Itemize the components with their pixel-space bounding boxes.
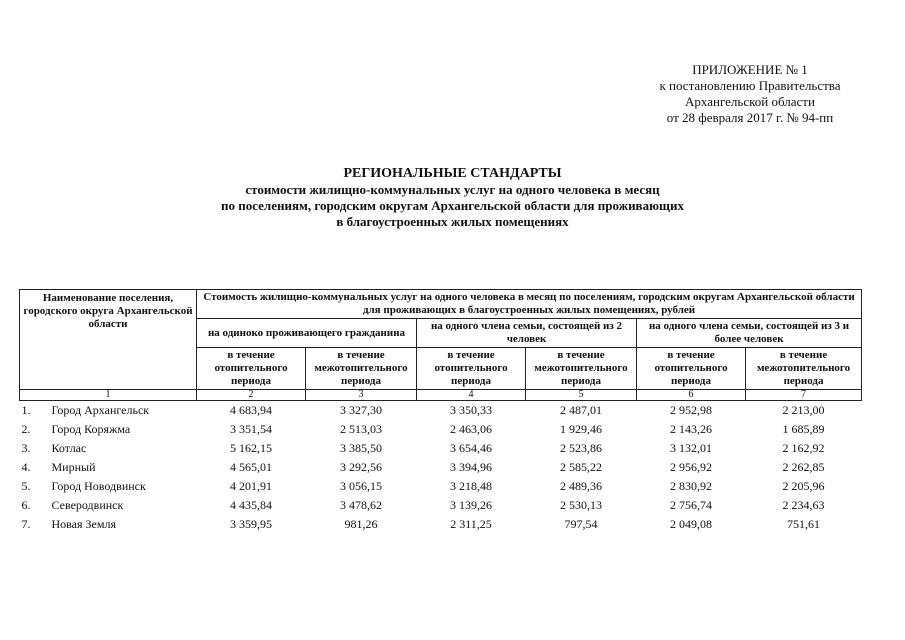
cost-value: 751,61	[787, 517, 821, 531]
cost-value: 3 132,01	[670, 441, 713, 455]
document-title	[0, 166, 905, 230]
header-cost: Стоимость жилищно-коммунальных услуг на одного человека в месяц по поселениям, городским округам Архангельской области для проживающих в благоустроенных жилых помещениях, рублей	[197, 290, 862, 319]
settlement-name: Город Новодвинск	[51, 479, 146, 493]
cost-value: 2 489,36	[560, 479, 603, 493]
cost-value: 3 478,62	[340, 498, 383, 512]
standards-table	[19, 289, 862, 534]
cost-value: 1 685,89	[782, 422, 825, 436]
cost-value: 797,54	[564, 517, 598, 531]
settlement-name: Город Коряжма	[51, 422, 131, 436]
cost-value: 3 394,96	[450, 460, 493, 474]
cost-value: 2 956,92	[670, 460, 713, 474]
cost-value: 2 049,08	[670, 517, 713, 531]
cost-value: 2 585,22	[560, 460, 603, 474]
subheader-non-heating: в течение межотопительного периода	[746, 348, 862, 390]
settlement-name: Новая Земля	[51, 517, 116, 531]
subheader-non-heating: в течение межотопительного периода	[306, 348, 417, 390]
column-number: 1	[20, 390, 197, 401]
cost-value: 3 351,54	[230, 422, 273, 436]
appendix-block	[600, 62, 900, 126]
cost-value: 4 565,01	[230, 460, 273, 474]
settlement-name: Город Архангельск	[51, 403, 150, 417]
appendix-date-line: от 28 февраля 2017 г. № 94-пп	[666, 110, 834, 125]
table-row	[20, 458, 862, 477]
cost-value: 3 056,15	[340, 479, 383, 493]
cost-value: 3 350,33	[450, 403, 493, 417]
header-group-single: на одиноко проживающего гражданина	[197, 319, 417, 348]
cost-value: 2 952,98	[670, 403, 713, 417]
cost-value: 981,26	[344, 517, 378, 531]
row-index: 2.	[21, 422, 31, 436]
cost-value: 2 311,25	[450, 517, 492, 531]
row-index: 1.	[21, 403, 31, 417]
title-subtitle: в благоустроенных жилых помещениях	[336, 214, 569, 229]
table-row	[20, 496, 862, 515]
appendix-title: ПРИЛОЖЕНИЕ № 1	[692, 62, 808, 77]
cost-value: 3 139,26	[450, 498, 493, 512]
row-index: 4.	[21, 460, 31, 474]
table-row	[20, 420, 862, 439]
cost-value: 3 218,48	[450, 479, 493, 493]
subheader-heating: в течение отопительного периода	[417, 348, 526, 390]
table-row	[20, 477, 862, 496]
cost-value: 2 213,00	[782, 403, 825, 417]
table-row	[20, 515, 862, 534]
subheader-heating: в течение отопительного периода	[197, 348, 306, 390]
cost-value: 3 292,56	[340, 460, 383, 474]
cost-value: 2 523,86	[560, 441, 603, 455]
title-subtitle: по поселениям, городским округам Архангельской области для проживающих	[221, 198, 684, 213]
cost-value: 4 435,84	[230, 498, 273, 512]
header-group-three-plus: на одного члена семьи, состоящей из 3 и более человек	[637, 319, 862, 348]
cost-value: 3 385,50	[340, 441, 383, 455]
row-index: 7.	[21, 517, 31, 531]
subheader-heating: в течение отопительного периода	[637, 348, 746, 390]
row-index: 3.	[21, 441, 31, 455]
cost-value: 2 262,85	[782, 460, 825, 474]
column-number-row	[20, 390, 862, 401]
column-number: 7	[746, 390, 862, 401]
cost-value: 5 162,15	[230, 441, 273, 455]
column-number: 6	[637, 390, 746, 401]
settlement-name: Северодвинск	[51, 498, 124, 512]
table-row	[20, 439, 862, 458]
cost-value: 2 234,63	[782, 498, 825, 512]
title-main: РЕГИОНАЛЬНЫЕ СТАНДАРТЫ	[343, 166, 562, 181]
row-index: 6.	[21, 498, 31, 512]
settlement-name: Мирный	[51, 460, 96, 474]
cost-value: 2 756,74	[670, 498, 713, 512]
cost-value: 2 143,26	[670, 422, 713, 436]
cost-value: 2 205,96	[782, 479, 825, 493]
cost-value: 2 830,92	[670, 479, 713, 493]
settlement-name: Котлас	[51, 441, 87, 455]
header-settlement-name: Наименование поселения, городского округа Архангельской области	[20, 290, 197, 390]
header-group-two: на одного члена семьи, состоящей из 2 человек	[417, 319, 637, 348]
cost-value: 3 654,46	[450, 441, 493, 455]
column-number: 4	[417, 390, 526, 401]
column-number: 3	[306, 390, 417, 401]
title-subtitle: стоимости жилищно-коммунальных услуг на одного человека в месяц	[245, 182, 660, 197]
cost-value: 4 683,94	[230, 403, 273, 417]
subheader-non-heating: в течение межотопительного периода	[526, 348, 637, 390]
cost-value: 2 530,13	[560, 498, 603, 512]
cost-value: 2 513,03	[340, 422, 383, 436]
appendix-line: Архангельской области	[685, 94, 815, 109]
cost-value: 1 929,46	[560, 422, 603, 436]
cost-value: 3 327,30	[340, 403, 383, 417]
row-index: 5.	[21, 479, 31, 493]
cost-value: 2 487,01	[560, 403, 603, 417]
cost-value: 4 201,91	[230, 479, 273, 493]
appendix-line: к постановлению Правительства	[659, 78, 841, 93]
cost-value: 2 463,06	[450, 422, 493, 436]
table-row	[20, 401, 862, 421]
column-number: 2	[197, 390, 306, 401]
cost-value: 2 162,92	[782, 441, 825, 455]
cost-value: 3 359,95	[230, 517, 273, 531]
column-number: 5	[526, 390, 637, 401]
